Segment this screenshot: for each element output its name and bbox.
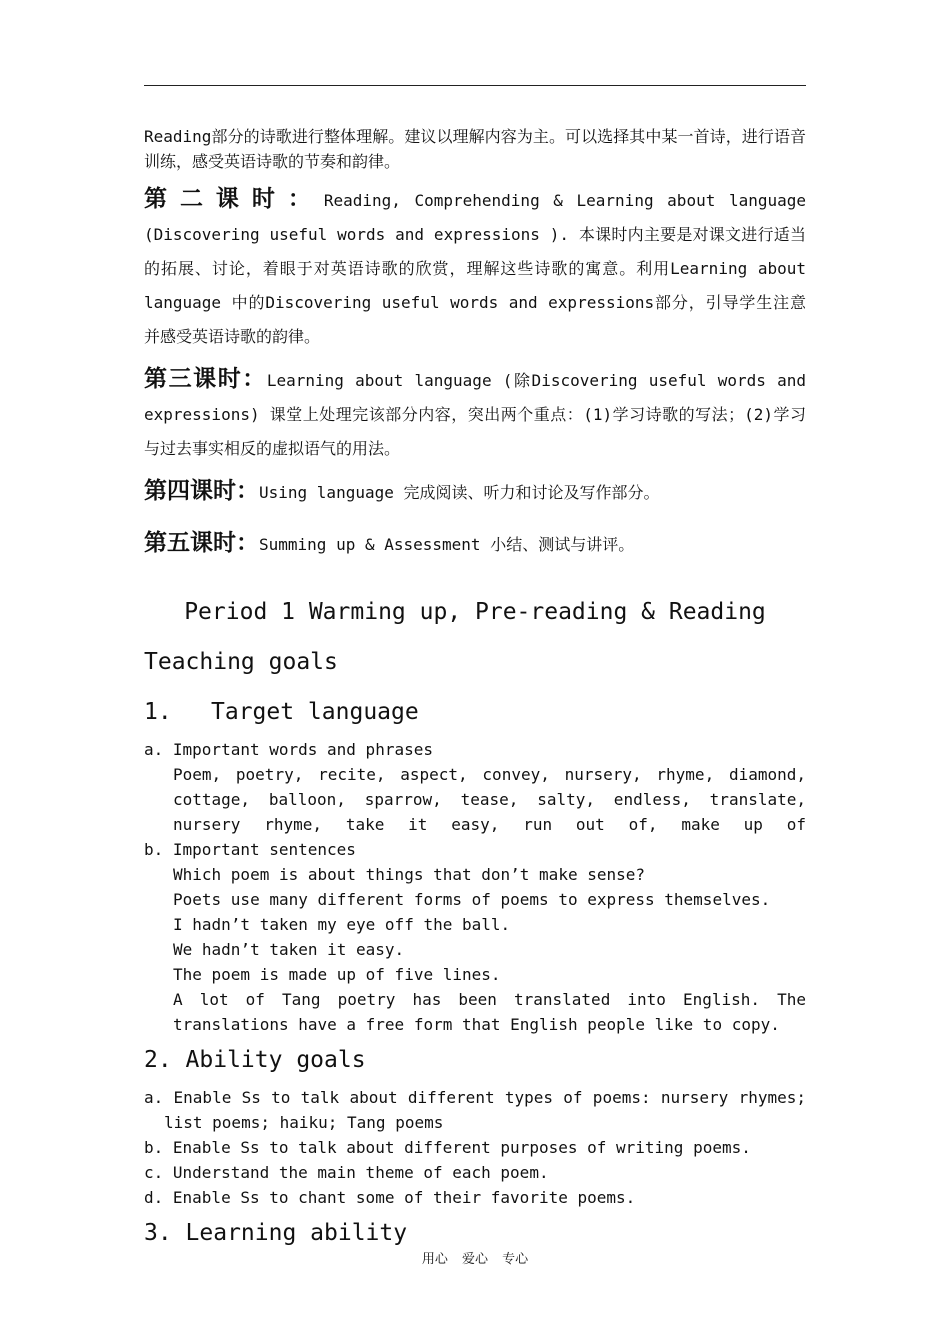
footer-word: 专心 [502,1252,529,1267]
lesson-4-text: Using language 完成阅读、听力和讨论及写作部分。 [259,483,660,502]
lesson-2 [144,182,806,354]
target-language-title: Target language [211,699,419,725]
lesson-2-text: Reading, Comprehending & Learning about language (Discovering useful words and expressions ). 本课时内主要是对课文进行适当的拓展、讨论，着眼于对英语诗歌的欣赏，理解这些诗歌的寓意。利用Learning about language 中的Discovering useful words and expressions部分，引导学生注意并感受英语诗歌的韵律。 [144,191,807,346]
lesson-3-label: 第三课时： [144,366,267,392]
period-title: Period 1 Warming up, Pre-reading & Reading [184,599,766,625]
lesson-2-label: 第二课时： [144,186,324,212]
learning-ability-heading: 3. Learning ability [144,1220,408,1246]
sentence-item: The poem is made up of five lines. [173,965,501,984]
words-list: Poem, poetry, recite, aspect, convey, nursery, rhyme, diamond, cottage, balloon, sparrow, tease, salty, endless, translate, nursery rhyme, take it easy, run out of, make up of [173,765,806,834]
lesson-5 [144,526,806,562]
footer-word: 用心 [421,1252,448,1267]
target-language-heading [144,697,806,727]
intro-paragraph: Reading部分的诗歌进行整体理解。建议以理解内容为主。可以选择其中某一首诗，进行语音训练，感受英语诗歌的节奏和韵律。 [144,127,806,171]
words-label: a. Important words and phrases [144,740,433,759]
ability-goal-item: b. Enable Ss to talk about different purposes of writing poems. [144,1138,751,1157]
ability-goals-heading: 2. Ability goals [144,1047,366,1073]
sentence-item: Which poem is about things that don’t make sense? [173,865,646,884]
lesson-3-text: Learning about language (除Discovering useful words and expressions) 课堂上处理完该部分内容，突出两个重点：(1)学习诗歌的写法；(2)学习与过去事实相反的虚拟语气的用法。 [144,371,807,458]
footer-word: 爱心 [461,1252,488,1267]
target-language-list [144,737,806,1037]
target-language-number: 1. [144,699,172,725]
ability-goal-item: d. Enable Ss to chant some of their favorite poems. [144,1188,636,1207]
ability-goal-item: c. Understand the main theme of each poem. [144,1163,549,1182]
ability-goals-list [144,1085,806,1210]
teaching-goals-heading: Teaching goals [144,649,338,675]
ability-goal-item: a. Enable Ss to talk about different types of poems: nursery rhymes; list poems; haiku; Tang poems [144,1088,806,1132]
lesson-4 [144,474,806,510]
sentence-item: We hadn’t taken it easy. [173,940,405,959]
sentences-label: b. Important sentences [144,840,356,859]
page-footer [0,1248,950,1267]
sentence-item: A lot of Tang poetry has been translated into English. The translations have a free form that English people like to copy. [173,990,806,1034]
lesson-5-label: 第五课时： [144,530,259,556]
lesson-3 [144,362,806,466]
sentence-item: I hadn’t taken my eye off the ball. [173,915,511,934]
lesson-4-label: 第四课时： [144,478,259,504]
header-rule [144,85,806,86]
page-content [144,124,806,1248]
sentence-item: Poets use many different forms of poems to express themselves. [173,890,771,909]
lesson-5-text: Summing up & Assessment 小结、测试与讲评。 [259,535,635,554]
